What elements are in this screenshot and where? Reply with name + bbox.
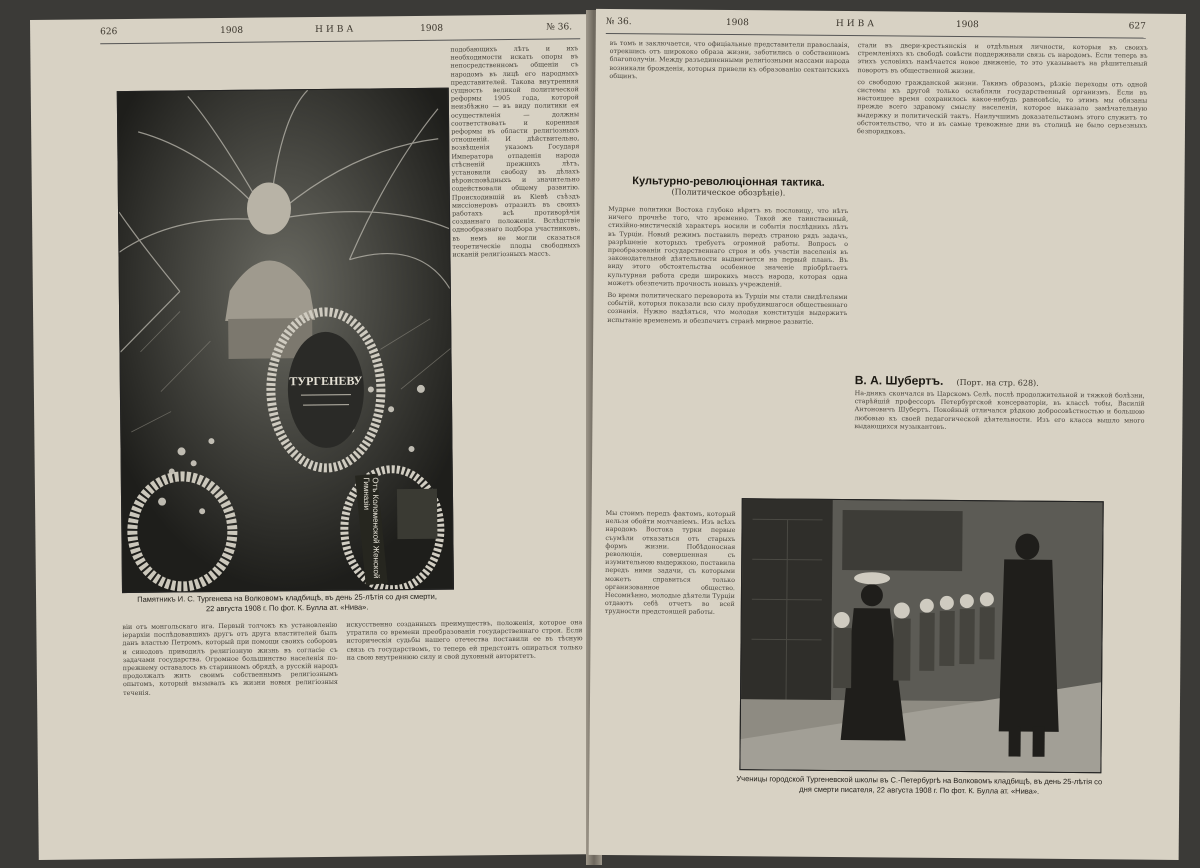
header-year: 1908	[725, 17, 749, 29]
masthead: НИВА	[835, 18, 878, 30]
schoolgirls-photo	[739, 498, 1103, 773]
wreath-inscription: ТУРГЕНЕВУ	[289, 373, 363, 389]
left-right-column	[450, 44, 584, 605]
column-text-2: со свободою гражданской жизни. Такимъ образомъ, рѣзкіе переходы отъ одной системы къ другой только ослабляли государственный организмъ. Если въ настоящее время сохранилось какое-нибудь равновѣсіе, то этимъ мы обязаны прежде всего здравому смыслу населенія, которое выказало замѣчательную выдержку и политическій тактъ. Наилучшимъ доказательствомъ этого служитъ то обстоятельство, что и въ самые тревожные дни въ столицѣ не было серьезныхъ безпорядковъ.	[856, 77, 1148, 136]
obituary-body: На-днякъ скончался въ Царскомъ Селѣ, послѣ продолжительной и тяжкой болѣзни, старѣйшій профессоръ Петербургской консерваторіи, въ классѣ тобы, Василій Антоновичъ Шубертъ. Покойный отличался рѣдкою добросовѣстностью и большою любовью къ своей педагогической дѣятельности. Изъ его класса вышло много выдающихся музыкантовъ.	[854, 389, 1145, 431]
column-text: искусственно созданныхъ преимуществъ, положенія, которое она утратила со времени преобразованія государственнаго строя. Если историческія судьбы нашего отечества поставили ее въ тѣсную связь съ государствомъ, то теперь ей предстоитъ опираться только на свою внутреннюю силу и свой духовный авторитетъ.	[346, 618, 583, 662]
right-page	[589, 9, 1186, 860]
issue-number: № 36.	[605, 16, 632, 28]
article-title: Культурно-революціонная тактика.	[632, 175, 825, 189]
ribbon-inscription: Отъ Коломенской Женской Гимназіи	[361, 477, 381, 579]
header-year-2: 1908	[955, 19, 979, 31]
column-text: подобающихъ лѣтъ и ихъ необходимости искать опоры въ непосредственномъ общеніи съ народомъ въ лицѣ его народныхъ представителей. Такова внутренняя сущность великой политической реформы 1905 года, которой неизбѣжно — въ виду политики ея осуществленія — должны соответствовать и коренныя реформы въ области религіозныхъ отношеній. И дѣйствительно, возвѣщенія указомъ Государя Императора отпаденія народа стѣсненій прежнихъ лѣтъ, установили свободу въ дѣлахъ вѣроисповѣдныхъ и значительно содействовали общему развитію. Происходившій въ Кіевѣ съѣздъ миссіонеровъ отразилъ въ своихъ работахъ всѣ противорѣчія созданнаго положенія. Вслѣдствіе однообразнаго подбора участниковъ, въ немъ не могли сказаться теоретическіе плоды свободныхъ исканій религіозныхъ массъ.	[450, 44, 581, 259]
column-text: Мы стоимъ передъ фактомъ, который нельзя обойти молчаніемъ. Изъ всѣхъ народовъ Востока турки первые съумѣли отказаться отъ старыхъ формъ жизни. Побѣдоносная революція, совершенная съ изумительною выдержкою, поставила передъ ними задачи, съ которыми можетъ справиться только организованное общество. Несомнѣнно, молодые дѣятели Турціи отдаютъ себѣ отчетъ во всей трудности предстоящей работы.	[604, 508, 736, 617]
left-bottom-column-1	[122, 621, 339, 851]
header-year: 1908	[220, 25, 244, 37]
page-number: 627	[1128, 21, 1146, 32]
article-subtitle: (Политическое обозрѣніе).	[671, 187, 786, 198]
obituary-title: В. А. Шубертъ.	[854, 373, 944, 388]
caption-line-2: дня смерти писателя, 22 августа 1908 г. По фот. К. Булла ат. «Нива».	[799, 784, 1040, 796]
column-text: стали въ двери-крестьянскія и отдѣльныя личности, которыя въ своихъ стремленіяхъ къ свободѣ совѣсти поддерживали связь съ народомъ. Если теперь въ этихъ условіяхъ намѣчается новое движеніе, то это указываетъ на рѣшительный поворотъ въ общественной жизни.	[857, 41, 1148, 75]
monument-photo	[117, 88, 454, 593]
left-bottom-column-2	[346, 618, 584, 848]
caption-line-1: Памятникъ И. С. Тургенева на Волковомъ кладбищѣ, въ день 25-лѣтія со дня смерти,	[137, 591, 437, 604]
schoolgirls-photo-art	[740, 499, 1102, 772]
header-year-2: 1908	[420, 23, 444, 34]
column-text: въ томъ и заключается, что офиціальные представители православія, отрекшись отъ ширококо образа жизни, заботились о собственномъ благополучіи. Между разъединенными религіозными массами народа возникали брожденія, которыя привели къ образованію сектантскихъ общинъ.	[609, 38, 850, 81]
column-text: віи отъ монгольскаго ига. Первый толчокъ къ установленію іерархіи послѣдовавшихъ другъ отъ друга властителей былъ данъ властью Петромъ, который при помощи своихъ соборовъ и синодовъ приводилъ религіозную жизнь въ согласіе съ задачами государства. Огромное большинство населенія по-прежнему оставалось въ старинномъ обрядѣ, а русскій народъ продолжалъ жить своимъ собственнымъ религіознымъ опытомъ, который вызывалъ къ жизни новыя религіозныя теченія.	[122, 620, 338, 697]
obituary-column	[854, 389, 1145, 492]
obituary-note: (Порт. на стр. 628).	[956, 378, 1039, 388]
obituary-heading	[855, 369, 1145, 391]
monument-photo-caption	[122, 592, 452, 615]
caption-line-2: 22 августа 1908 г. По фот. К. Булла ат. «Нива».	[205, 602, 369, 614]
narrow-column	[603, 509, 736, 840]
monument-photo-art	[118, 89, 453, 592]
right-top-column-1	[609, 39, 850, 171]
left-page	[30, 14, 599, 860]
article-body-2: Во время политическаго переворота въ Турціи мы стали свидѣтелями событій, которыя показали всю силу пробудившагося общественнаго сознанія. Нужно надѣяться, что молодая конституція выдержитъ испытаніе временемъ и обезпечитъ странѣ мирное развитіе.	[607, 290, 848, 326]
caption-line-1: Ученицы городской Тургеневской школы въ С.-Петербургѣ на Волковомъ кладбищѣ, въ день 25-лѣтія со	[736, 774, 1103, 787]
page-number: 626	[100, 27, 118, 38]
article-column	[606, 205, 849, 507]
article-heading	[608, 175, 848, 198]
article-body: Мудрые политики Востока глубоко вѣрятъ въ пословицу, что нѣтъ ничего прочнѣе того, что временно. Такой же таинственный, стихійно-мистическій характеръ носили и событія послѣднихъ лѣтъ въ Турціи. Новый режимъ поставилъ передъ страною рядъ задачъ, разрѣшеніе которыхъ требуетъ огромной работы. Вопросъ о преобразованіи государственнаго строя и объ участіи населенія въ законодательной дѣятельности выдвигается на первый планъ. Въ виду этого обстоятельства особенное значеніе пріобрѣтаетъ культурная работа среди широкихъ массъ народа, которая одна можетъ обезпечить прочность новыхъ учрежденій.	[607, 204, 849, 289]
schoolgirls-photo-caption	[729, 774, 1109, 797]
masthead: НИВА	[315, 24, 357, 36]
right-top-column-2	[855, 41, 1148, 364]
issue-number: № 36.	[546, 22, 573, 33]
